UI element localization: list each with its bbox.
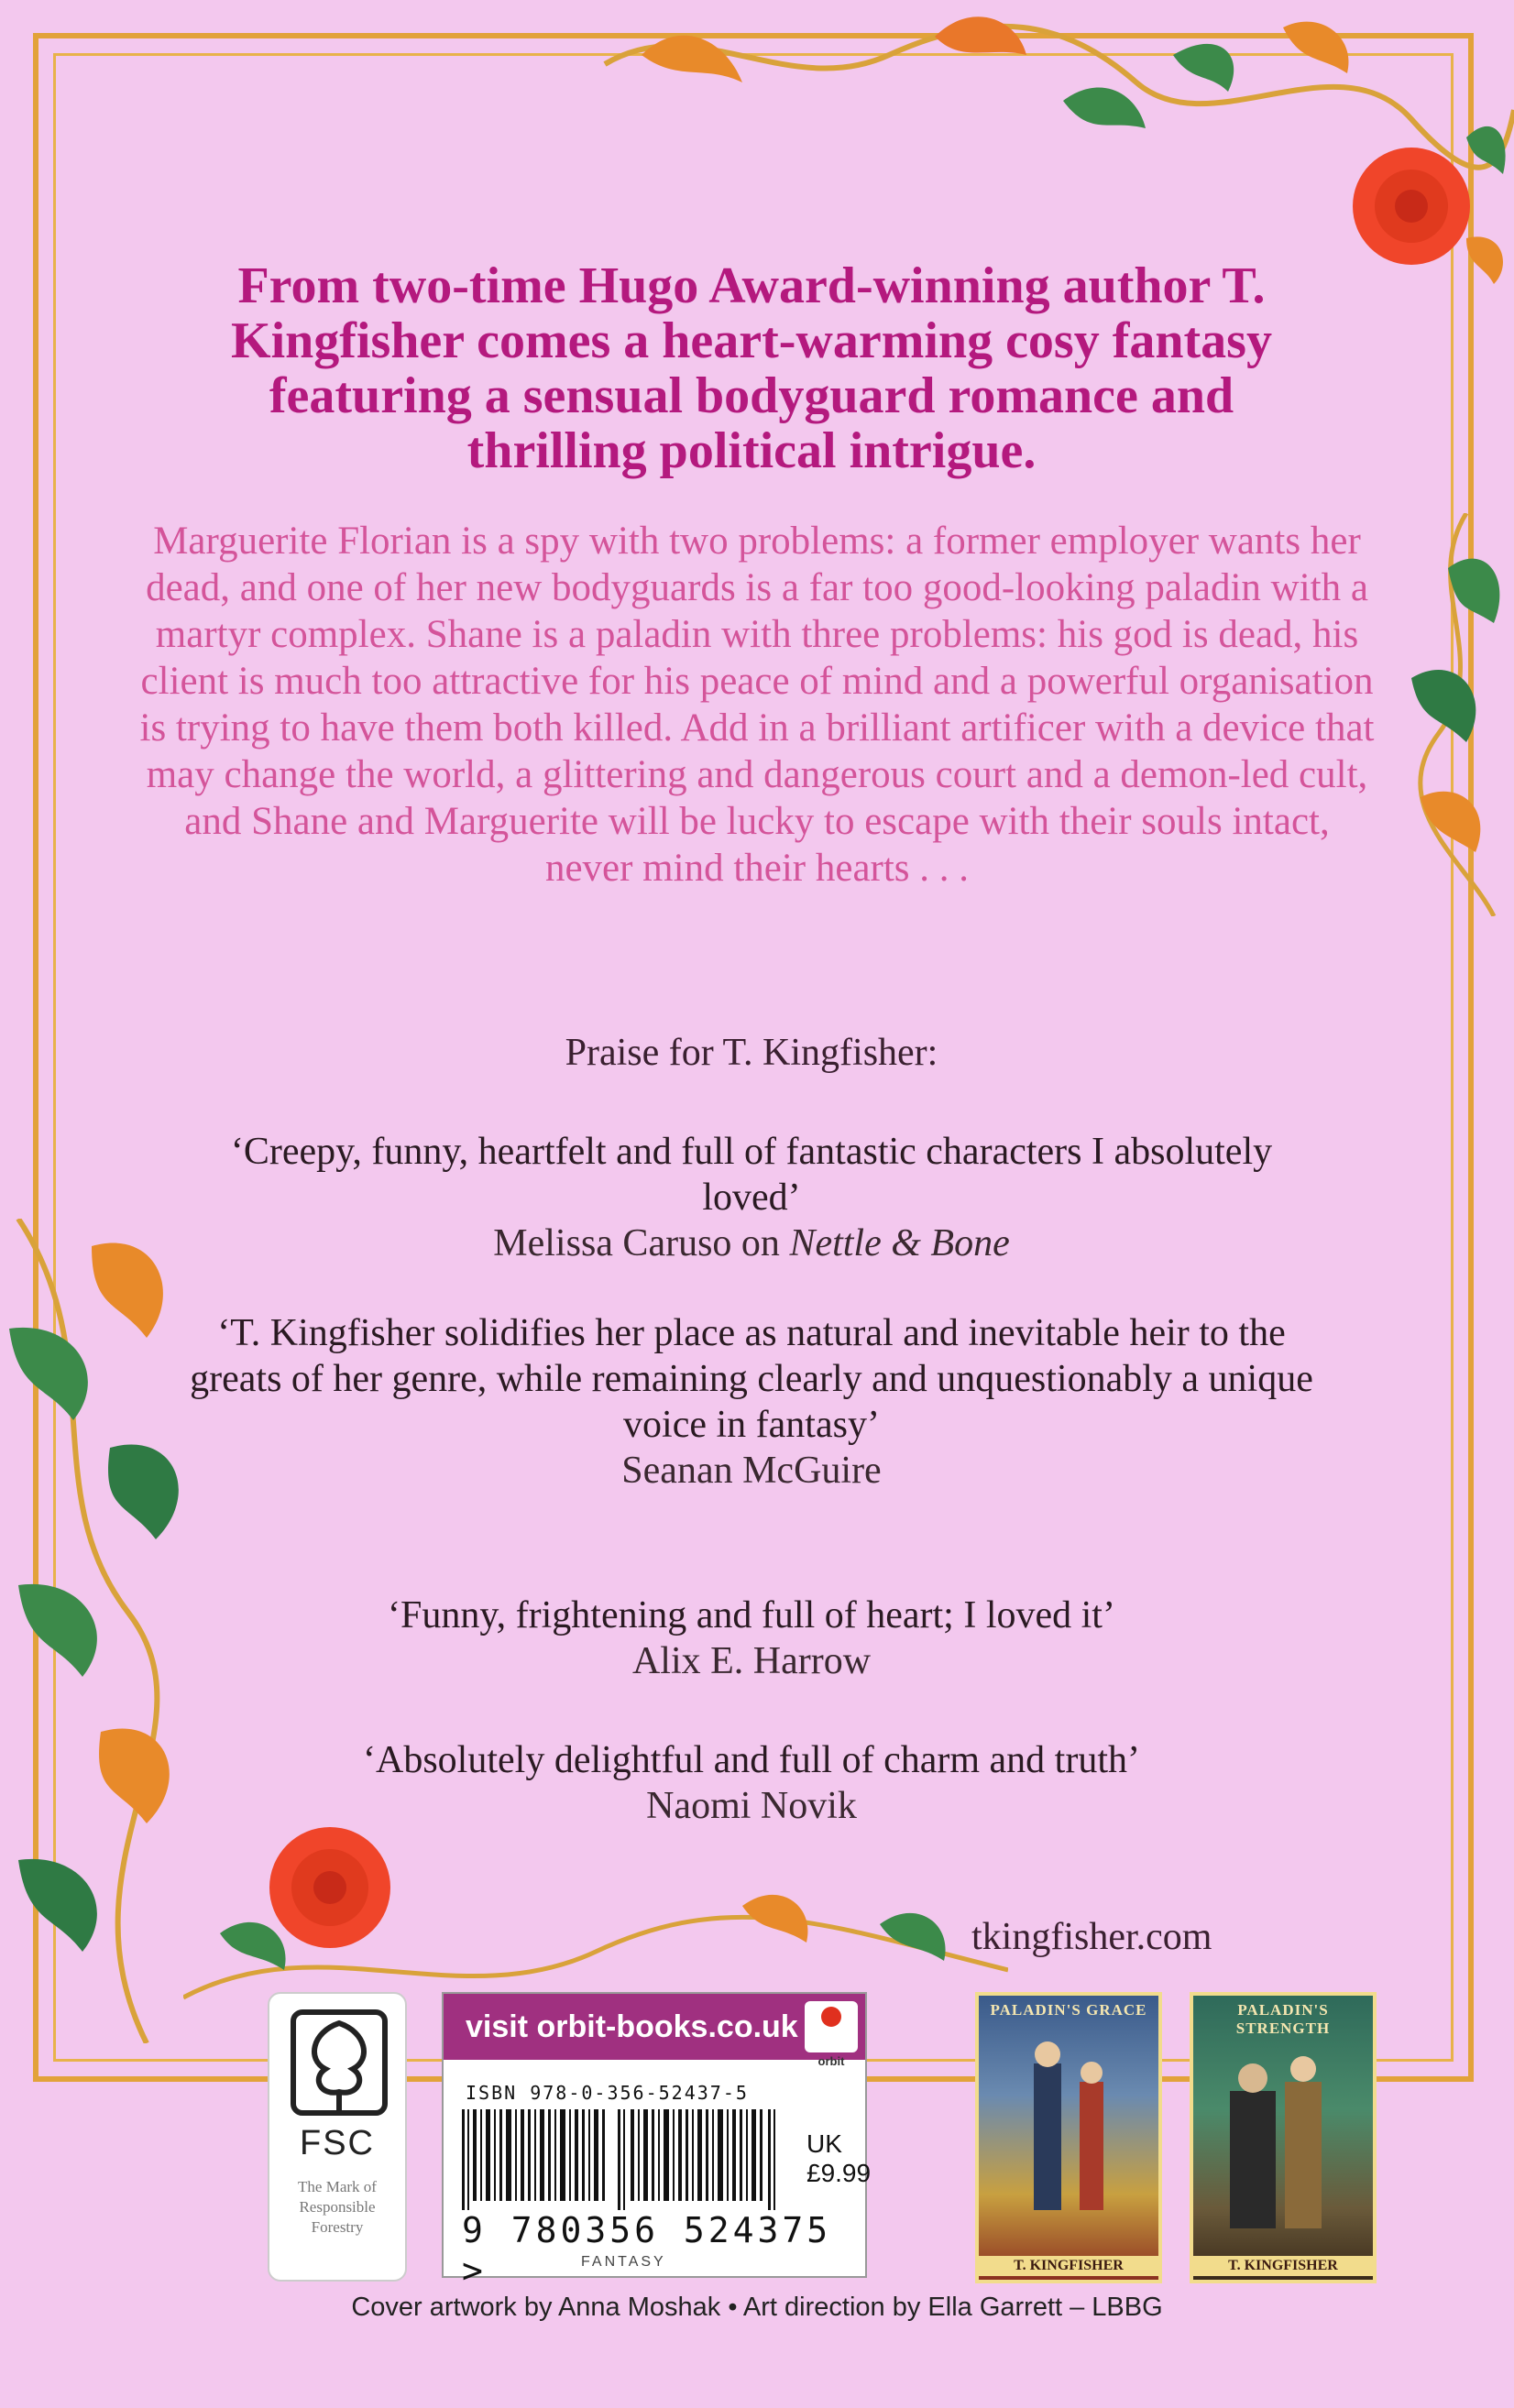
publisher-banner — [444, 1994, 865, 2068]
quote-1 — [183, 1129, 1320, 1266]
quote-attribution: Alix E. Harrow — [631, 1640, 872, 1682]
author-website: tkingfisher.com — [971, 1916, 1212, 1958]
orbit-logo-text: orbit — [817, 2054, 845, 2068]
quote-attribution: Naomi Novik — [646, 1785, 857, 1827]
barcode-icon — [462, 2109, 792, 2210]
book-cover-paladins-grace — [975, 1992, 1162, 2283]
barcode-panel — [442, 1992, 872, 2291]
quote-text: ‘Absolutely delightful and full of charm and truth’ — [363, 1739, 1140, 1781]
cover-credits: Cover artwork by Anna Moshak • Art direction by Ella Garrett – LBBG — [351, 2293, 1163, 2322]
floral-right — [1356, 513, 1514, 916]
price: UK £9.99 — [806, 2129, 872, 2187]
quote-attribution: Seanan McGuire — [621, 1450, 882, 1492]
book-illustration-icon — [1193, 2027, 1373, 2247]
fsc-tree-icon — [284, 2005, 394, 2124]
headline: From two-time Hugo Award-winning author T. Kingfisher comes a heart-warming cosy fantasy featuring a sensual bodyguard romance and thrilling political intrigue. — [231, 257, 1272, 479]
quote-text: ‘T. Kingfisher solidifies her place as natural and inevitable heir to the greats of her genre, while remaining clearly and unquestionably a unique voice in fantasy’ — [190, 1312, 1313, 1446]
book-title: PALADIN'S STRENGTH — [1235, 2001, 1331, 2037]
praise-heading: Praise for T. Kingfisher: — [565, 1032, 938, 1074]
publisher-url: visit orbit-books.co.uk — [466, 2009, 798, 2044]
book-author: T. KINGFISHER — [1193, 2256, 1373, 2276]
quote-3 — [183, 1593, 1320, 1684]
book-title: PALADIN'S GRACE — [990, 2001, 1147, 2019]
fsc-label: FSC — [300, 2124, 375, 2162]
book-illustration-icon — [979, 2027, 1158, 2247]
book-author: T. KINGFISHER — [979, 2256, 1158, 2276]
quote-text: ‘Creepy, funny, heartfelt and full of fantastic characters I absolutely loved’ — [230, 1131, 1273, 1219]
isbn-text: ISBN 978-0-356-52437-5 — [466, 2082, 749, 2104]
quote-2 — [183, 1310, 1320, 1494]
blurb: Marguerite Florian is a spy with two problems: a former employer wants her dead, and one of her new bodyguards is a far too good-looking paladin with a martyr complex. Shane is a paladin with three problems: his god is dead, his client is much too attractive for his peace of mind and a powerful organisation is trying to have them both killed. Add in a brilliant artificer with a device that may change the world, a glittering and dangerous court and a demon-led cult, and Shane and Marguerite will be lucky to escape with their souls intact, never mind their hearts . . . — [139, 520, 1375, 890]
category-label: FANTASY — [581, 2254, 666, 2270]
quote-work: Nettle & Bone — [789, 1222, 1010, 1264]
quote-4 — [183, 1737, 1320, 1829]
fsc-badge — [268, 1992, 407, 2282]
quote-text: ‘Funny, frightening and full of heart; I loved it’ — [388, 1594, 1115, 1636]
barcode-digits: 9 780356 524375 > — [462, 2210, 832, 2291]
floral-top-right — [587, 0, 1514, 293]
fsc-tagline: The Mark of Responsible Forestry — [298, 2178, 377, 2236]
quote-attribution: Melissa Caruso on Nettle & Bone — [493, 1222, 1010, 1264]
book-cover-paladins-strength — [1190, 1992, 1377, 2283]
orbit-logo-icon — [821, 2007, 841, 2027]
orbit-logo — [805, 2001, 858, 2068]
